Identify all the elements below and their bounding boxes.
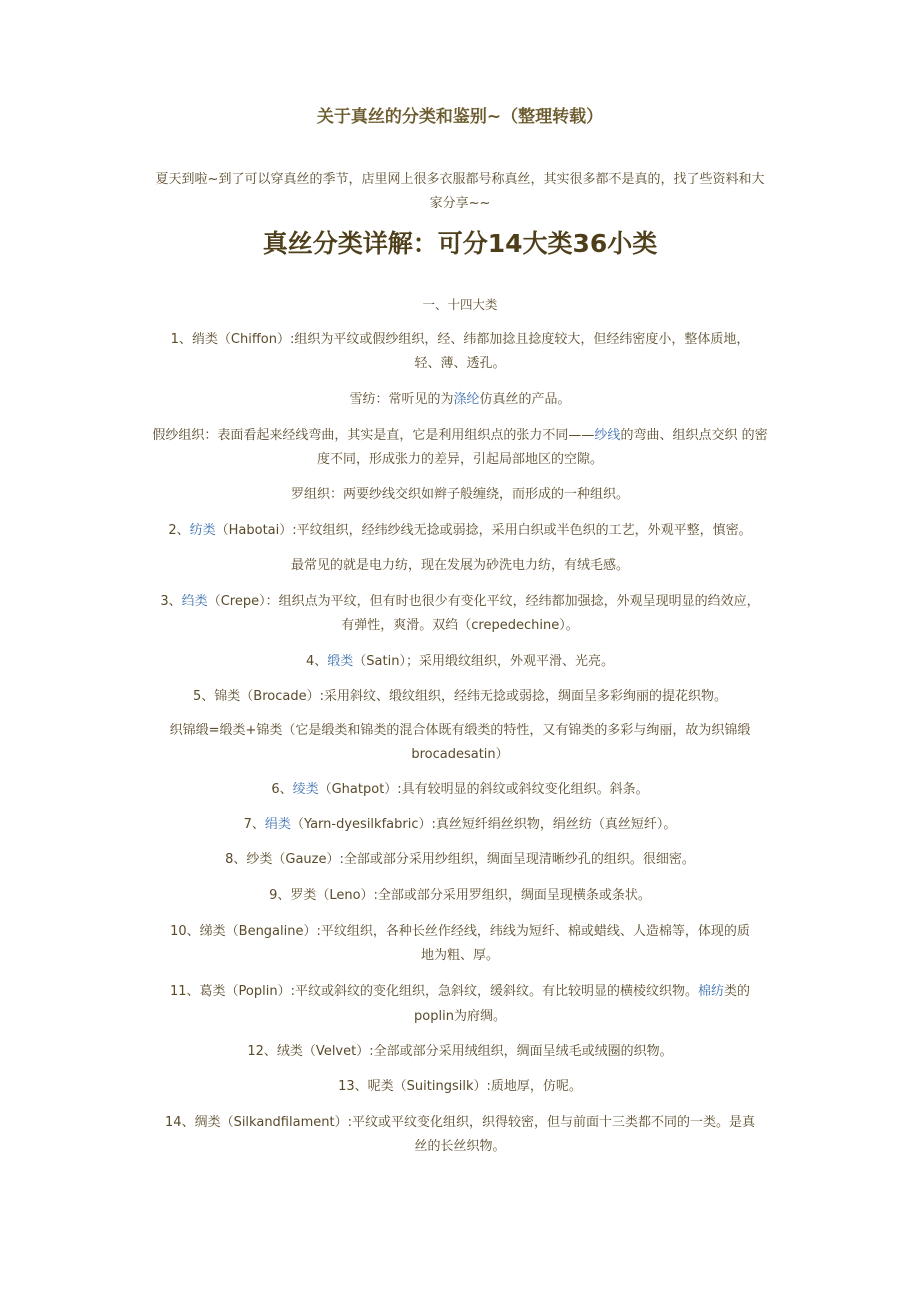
item-10-line-2: 地为粗、厚。	[420, 948, 499, 963]
link-cotton[interactable]: 棉纺	[697, 984, 724, 999]
item-13: 13、呢类（Suitingsilk）:质地厚，仿呢。	[338, 1079, 582, 1094]
note-jinduan-line-2: brocadesatin）	[411, 747, 509, 762]
item-9: 9、罗类（Leno）:全部或部分采用罗组织，绸面呈现横条或条状。	[269, 888, 651, 903]
item-10-line-1: 10、绨类（Bengaline）:平纹组织，各种长丝作经线，纬线为短纤、棉或蜡线、人造棉等，体现的质	[170, 924, 750, 939]
item-1-line-1: 1、绡类（Chiffon）:组织为平纹或假纱组织，经、纬都加捻且捻度较大，但经纬密度小，整体质地，	[170, 332, 750, 347]
note-luo: 罗组织：两要纱线交织如辫子般缠绕，而形成的一种组织。	[290, 487, 629, 502]
main-heading: 真丝分类详解：可分14大类36小类	[262, 229, 658, 258]
item-14-line-1: 14、绸类（Silkandfilament）:平纹或平纹变化组织，织得较密，但与前面十三类都不同的一类。是真	[165, 1115, 755, 1130]
page-title: 关于真丝的分类和鉴别~（整理转载）	[316, 107, 604, 127]
section-title: 一、十四大类	[422, 297, 498, 312]
intro-line-1: 夏天到啦~到了可以穿真丝的季节，店里网上很多衣服都号称真丝，其实很多都不是真的，找了些资料和大	[155, 172, 765, 187]
link-fang[interactable]: 纺类	[189, 523, 216, 538]
item-7: 7、绢类（Yarn-dyesilkfabric）:真丝短纤绢丝织物，绢丝纺（真丝短纤）。	[243, 817, 677, 832]
item-3-line-2: 有弹性，爽滑。双绉（crepedechine）。	[341, 618, 579, 633]
link-ling[interactable]: 绫类	[292, 782, 319, 797]
link-yarn[interactable]: 纱线	[594, 428, 621, 443]
item-2: 2、纺类（Habotai）:平纹组织，经纬纱线无捻或弱捻，采用白织或半色织的工艺，外观平整，慎密。	[168, 523, 752, 538]
note-xuefang: 雪纺：常听见的为涤纶仿真丝的产品。	[349, 392, 571, 407]
note-jiasha-line-2: 度不同，形成张力的差异，引起局部地区的空隙。	[316, 452, 603, 467]
item-8: 8、纱类（Gauze）:全部或部分采用纱组织，绸面呈现清晰纱孔的组织。很细密。	[225, 852, 695, 867]
item-6: 6、绫类（Ghatpot）:具有较明显的斜纹或斜纹变化组织。斜条。	[271, 782, 649, 797]
item-3-line-1: 3、绉类（Crepe）：组织点为平纹，但有时也很少有变化平纹，经纬都加强捻，外观呈现明显的绉效应，	[160, 594, 760, 609]
note-jinduan-line-1: 织锦缎=缎类+锦类（它是缎类和锦类的混合体既有缎类的特性，又有锦类的多彩与绚丽，故为织锦缎	[169, 723, 751, 738]
item-4: 4、缎类（Satin）；采用缎纹组织，外观平滑、光亮。	[306, 654, 614, 669]
link-duan[interactable]: 缎类	[327, 654, 354, 669]
item-11-line-1: 11、葛类（Poplin）:平纹或斜纹的变化组织，急斜纹，缓斜纹。有比较明显的横棱纹织物。棉纺类的	[170, 984, 750, 999]
note-fang: 最常见的就是电力纺，现在发展为砂洗电力纺，有绒毛感。	[290, 558, 629, 573]
item-5: 5、锦类（Brocade）:采用斜纹、缎纹组织，经纬无捻或弱捻，绸面呈多彩绚丽的提花织物。	[193, 689, 727, 704]
intro-line-2: 家分享~~	[429, 196, 491, 211]
link-zhou[interactable]: 绉类	[181, 594, 208, 609]
link-polyester[interactable]: 涤纶	[453, 392, 480, 407]
item-14-line-2: 丝的长丝织物。	[414, 1139, 506, 1154]
link-juan[interactable]: 绢类	[264, 817, 291, 832]
item-1-line-2: 轻、薄、透孔。	[414, 356, 506, 371]
item-12: 12、绒类（Velvet）:全部或部分采用绒组织，绸面呈绒毛或绒圈的织物。	[247, 1044, 673, 1059]
item-11-line-2: poplin为府绸。	[414, 1009, 506, 1024]
note-jiasha-line-1: 假纱组织：表面看起来经线弯曲，其实是直，它是利用组织点的张力不同——纱线的弯曲、组织点交织 的密	[152, 428, 768, 443]
